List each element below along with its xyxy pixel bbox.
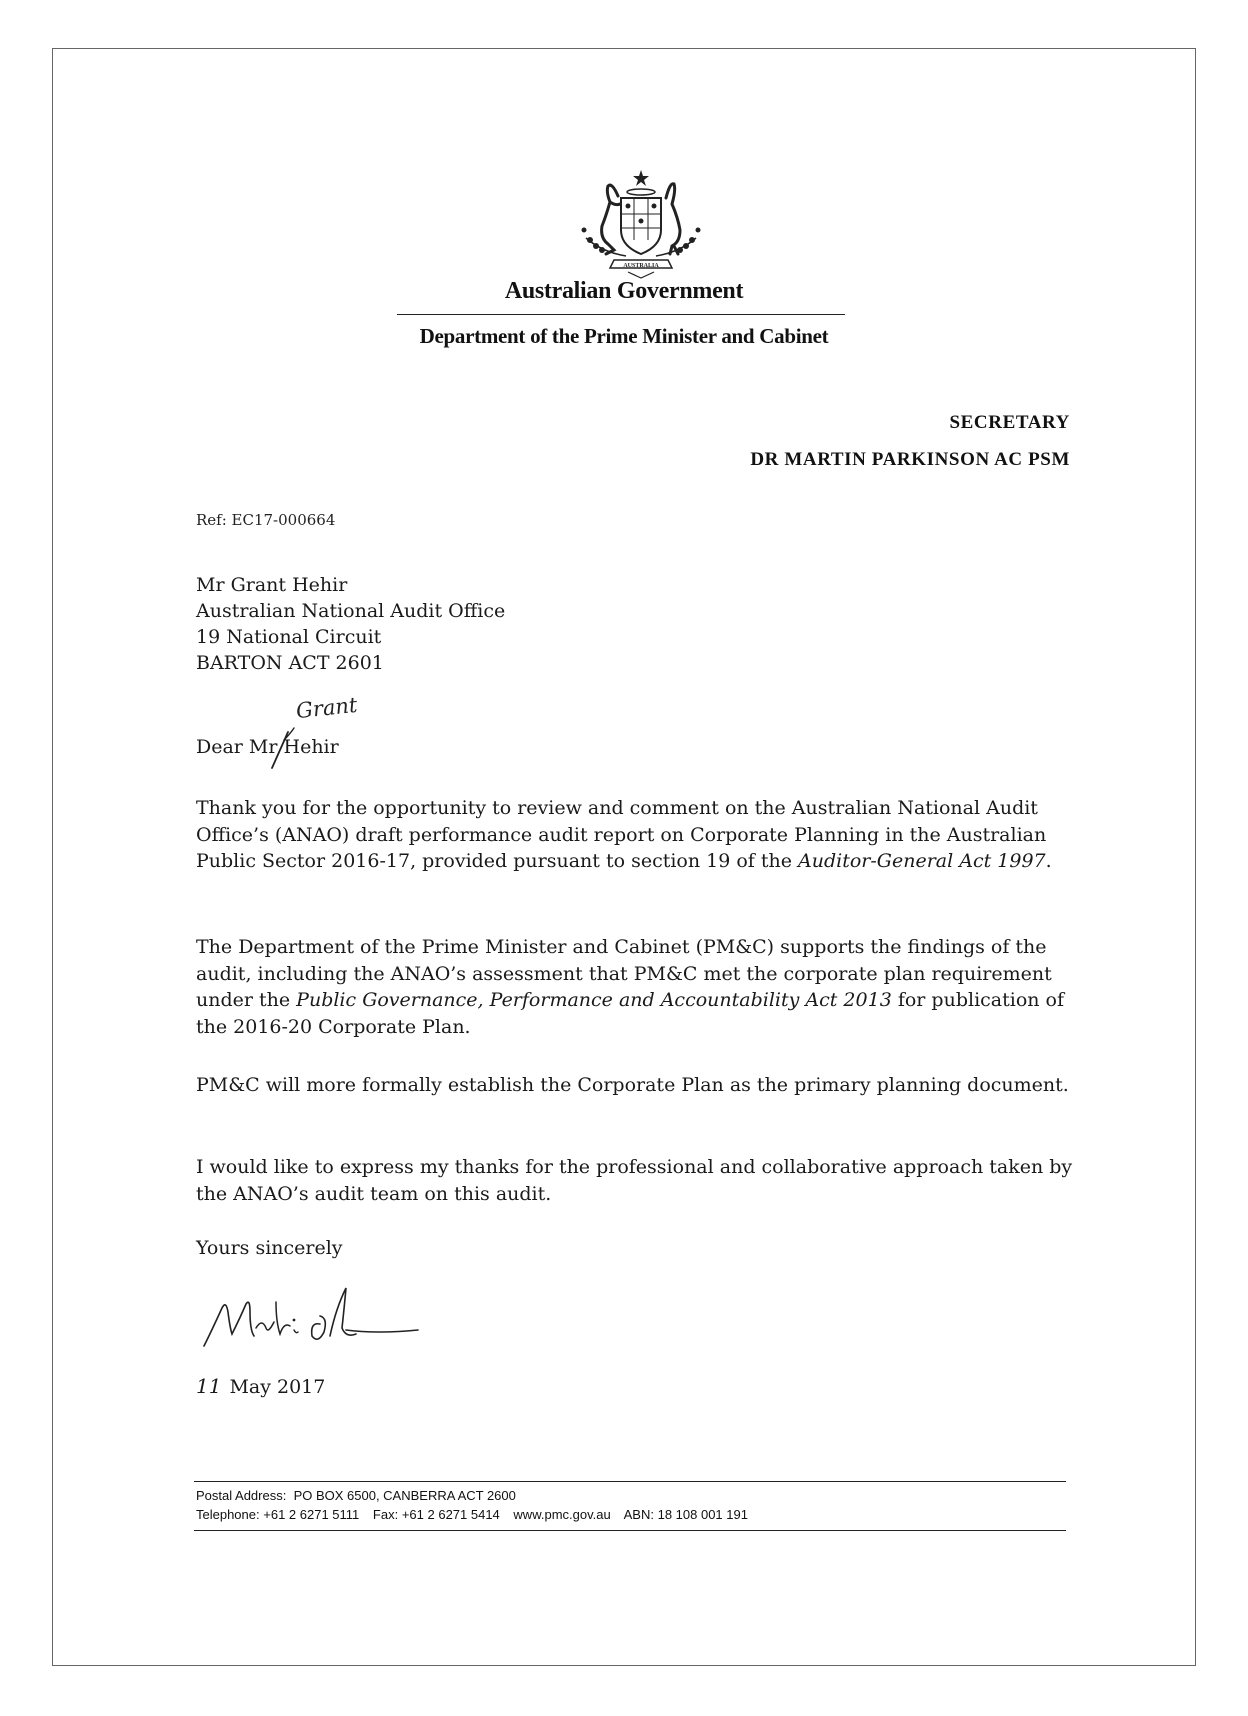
paragraph-4 xyxy=(196,1154,1096,1207)
paragraph-3 xyxy=(196,1072,1096,1099)
footer-fax-value: +61 2 6271 5414 xyxy=(401,1507,500,1522)
recipient-street: 19 National Circuit xyxy=(196,626,382,648)
footer-contact xyxy=(196,1486,748,1524)
sender-title: SECRETARY xyxy=(949,412,1070,433)
footer-phone-label: Telephone: xyxy=(196,1507,260,1522)
paragraph-1 xyxy=(196,795,1096,875)
recipient-address xyxy=(196,572,505,676)
paragraph-4-text: I would like to express my thanks for the professional and collaborative approach taken by the ANAO’s audit team on this audit. xyxy=(196,1156,1073,1205)
paragraph-1-text: Thank you for the opportunity to review and comment on the Australian National Audit Office’s (ANAO) draft performance audit report on Corporate Planning in the Australian Public Sector 2016-17, provided pursuant to section 19 of the xyxy=(196,797,1047,872)
paragraph-3-text: PM&C will more formally establish the Corporate Plan as the primary planning document. xyxy=(196,1074,1069,1096)
paragraph-2-end: for publication of the 2016-20 Corporate Plan. xyxy=(196,989,1065,1038)
footer-postal-label: Postal Address: xyxy=(196,1488,287,1503)
recipient-name: Mr Grant Hehir xyxy=(196,574,348,596)
handwritten-signature xyxy=(196,1278,426,1358)
date-month-year: May 2017 xyxy=(229,1376,326,1398)
footer-postal-value: PO BOX 6500, CANBERRA ACT 2600 xyxy=(293,1488,516,1503)
handwritten-day: 11 xyxy=(196,1374,222,1398)
footer-abn-value: 18 108 001 191 xyxy=(657,1507,748,1522)
sender-name: DR MARTIN PARKINSON AC PSM xyxy=(750,449,1070,470)
paragraph-2-text: The Department of the Prime Minister and Cabinet (PM&C) supports the findings of the audit, including the ANAO’s assessment that PM&C met the corporate plan requirement under the xyxy=(196,936,1052,1011)
footer-divider-bottom xyxy=(194,1530,1066,1531)
footer-website-link[interactable]: www.pmc.gov.au xyxy=(513,1507,611,1522)
salutation-block xyxy=(196,692,496,766)
paragraph-1-end: . xyxy=(1045,850,1052,872)
date-line xyxy=(196,1373,1096,1401)
footer-postal-line xyxy=(196,1486,748,1505)
closing: Yours sincerely xyxy=(196,1237,343,1259)
letterhead-divider xyxy=(397,314,845,315)
reference-number: Ref: EC17-000664 xyxy=(196,511,336,529)
salutation: Dear Mr Hehir xyxy=(196,736,339,758)
paragraph-2-act: Public Governance, Performance and Accountability Act 2013 xyxy=(296,989,892,1011)
government-name: Australian Government xyxy=(504,278,744,304)
footer-abn-label: ABN: xyxy=(623,1507,654,1522)
crest-scroll-text: AUSTRALIA xyxy=(623,263,659,269)
coat-of-arms-logo xyxy=(566,168,716,280)
recipient-organisation: Australian National Audit Office xyxy=(196,600,506,622)
handwritten-correction: Grant xyxy=(294,692,359,724)
footer-phone-value: +61 2 6271 5111 xyxy=(263,1507,360,1522)
paragraph-2 xyxy=(196,934,1096,1040)
handwritten-strike-mark xyxy=(244,720,314,770)
paragraph-1-act: Auditor-General Act 1997 xyxy=(798,850,1046,872)
department-name: Department of the Prime Minister and Cabinet xyxy=(419,324,829,348)
footer-contact-line xyxy=(196,1505,748,1524)
footer-divider-top xyxy=(194,1481,1066,1482)
footer-fax-label: Fax: xyxy=(372,1507,399,1522)
recipient-locality: BARTON ACT 2601 xyxy=(196,652,384,674)
